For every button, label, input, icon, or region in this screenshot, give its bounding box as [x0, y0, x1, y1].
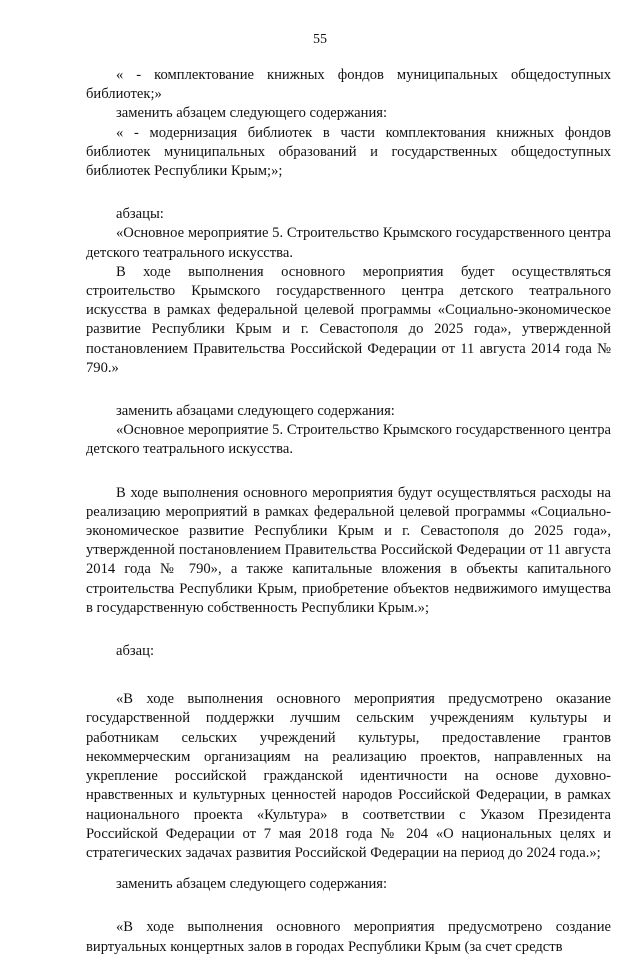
- paragraph-quoted-old-item: « - комплектование книжных фондов муниципальных общедоступных библиотек;»: [86, 67, 611, 103]
- document-body: [86, 66, 611, 957]
- paragraph-new-activity-text: В ходе выполнения основного мероприятия будут осуществляться расходы на реализацию мероприятий в рамках федеральной целевой программы «Социально-экономическое развитие Республики Крым и г. Севастополя до 2025 года», утвержденной постановлением Правительства Российской Федерации от 11 августа 2014 года № 790», а также капитальные вложения в объекты капитального строительства Республики Крым, приобретение объектов недвижимого имущества в государственную собственность Республики Крым.»;: [86, 484, 611, 616]
- paragraph-replace-instruction: заменить абзацем следующего содержания:: [116, 105, 388, 122]
- paragraph-replace-instruction: заменить абзацами следующего содержания:: [116, 403, 395, 420]
- paragraph-section-label: абзацы:: [116, 206, 164, 223]
- paragraph-new-support-text: «В ходе выполнения основного мероприятия предусмотрено создание виртуальных концертных залов в городах Республики Крым (за счет средств: [86, 919, 611, 955]
- paragraph-replace-instruction: заменить абзацем следующего содержания:: [116, 876, 388, 893]
- paragraph-old-activity-text: В ходе выполнения основного мероприятия будет осуществляться строительство Крымского государственного центра детского театрального искусства в рамках федеральной целевой программы «Социально-экономическое развитие Республики Крым и г. Севастополя до 2025 года», утвержденной постановлением Правительства Российской Федерации от 11 августа 2014 года № 790.»: [86, 263, 611, 376]
- paragraph-section-label: абзац:: [116, 643, 155, 660]
- paragraph-old-support-text: «В ходе выполнения основного мероприятия предусмотрено оказание государственной поддержки лучшим сельским учреждениям культуры и работникам сельских учреждений культуры, предоставление грантов некоммерческим организациям на реализацию проектов, направленных на укрепление российской гражданской идентичности на основе духовно-нравственных и культурных ценностей народов Российской Федерации, в рамках национального проекта «Культура» в соответствии с Указом Президента Российской Федерации от 7 мая 2018 года № 204 «О национальных целях и стратегических задачах развития Российской Федерации на период до 2024 года.»;: [86, 691, 611, 861]
- paragraph-new-activity-title: «Основное мероприятие 5. Строительство Крымского государственного центра детского театрального искусства.: [86, 422, 611, 458]
- paragraph-old-activity-title: «Основное мероприятие 5. Строительство Крымского государственного центра детского театрального искусства.: [86, 225, 611, 261]
- page-number: 55: [313, 32, 327, 47]
- paragraph-quoted-new-item: « - модернизация библиотек в части комплектования книжных фондов библиотек муниципальных образований и государственных общедоступных библиотек Республики Крым;»;: [86, 124, 611, 180]
